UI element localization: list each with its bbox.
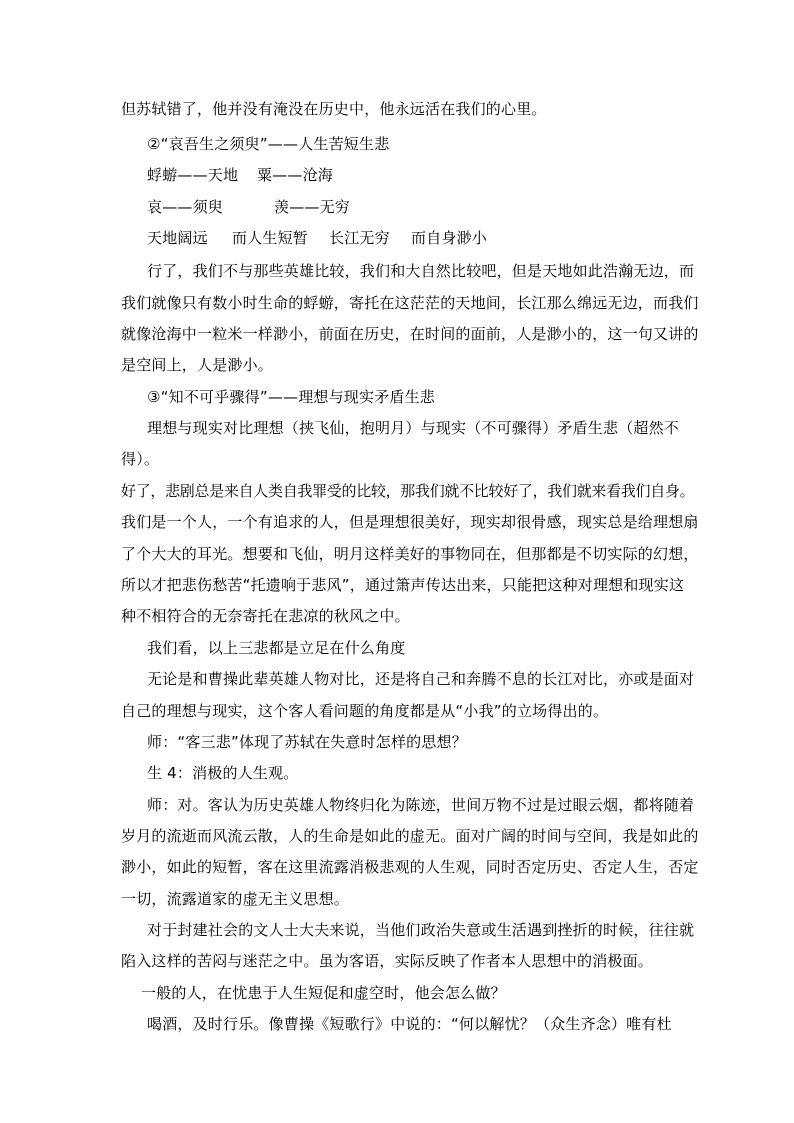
contrast-row-3 [147, 228, 707, 248]
paragraph-line: 自己的理想与现实，这个客人看问题的角度都是从“小我”的立场得出的。 [121, 702, 609, 720]
section-heading-2: ②“哀吾生之须臾”——人生苦短生悲 [147, 135, 390, 153]
paragraph-line: 一切，流露道家的虚无主义思想。 [121, 890, 350, 908]
contrast-item: 而自身渺小 [411, 229, 488, 247]
paragraph-line: 就像沧海中一粒米一样渺小，前面在历史，在时间的面前，人是渺小的，这一句又讲的 [121, 325, 699, 343]
paragraph-line: 陷入这样的苦闷与迷茫之中。虽为客语，实际反映了作者本人思想中的消极面。 [121, 952, 654, 970]
paragraph-line: 所以才把悲伤愁苦“托遗响于悲风”，通过箫声传达出来，只能把这种对理想和现实这 [121, 576, 685, 594]
paragraph-line: 好了，悲剧总是来自人类自我罪受的比较，那我们就不比较好了，我们就来看我们自身。 [121, 482, 695, 500]
paragraph-line: 喝酒，及时行乐。像曹操《短歌行》中说的：“何以解忧？（众生齐念）唯有杜 [147, 1015, 672, 1033]
contrast-item: 粟——沧海 [257, 166, 334, 184]
paragraph-line: 无论是和曹操此辈英雄人物对比，还是将自己和奔腾不息的长江对比，亦或是面对 [147, 670, 695, 688]
paragraph-line: 理想与现实对比理想（挟飞仙，抱明月）与现实（不可骤得）矛盾生悲（超然不 [147, 419, 680, 437]
teacher-question: 师：“客三悲”体现了苏轼在失意时怎样的思想？ [147, 733, 467, 751]
contrast-item: 羡——无穷 [274, 198, 351, 216]
paragraph-line: 但苏轼错了，他并没有淹没在历史中，他永远活在我们的心里。 [121, 100, 547, 118]
contrast-item: 天地阔远 [147, 229, 208, 247]
paragraph-line: 渺小，如此的短暂，客在这里流露消极悲观的人生观，同时否定历史、否定人生，否定 [121, 858, 699, 876]
paragraph-line: 我们是一个人，一个有追求的人，但是理想很美好，现实却很骨感，现实总是给理想扇 [121, 513, 699, 531]
paragraph-line: 得）。 [121, 450, 160, 468]
paragraph-line: 种不相符合的无奈寄托在悲凉的秋风之中。 [121, 607, 410, 625]
paragraph-line: 对于封建社会的文人士大夫来说，当他们政治失意或生活遇到挫折的时候，往往就 [147, 921, 695, 939]
contrast-item: 长江无穷 [329, 229, 390, 247]
contrast-item: 而人生短暂 [232, 229, 309, 247]
section-heading-3: ③“知不可乎骤得”——理想与现实矛盾生悲 [147, 388, 435, 406]
paragraph-line: 一般的人，在忧患于人生短促和虚空时，他会怎么做？ [141, 984, 506, 1002]
student-answer: 生 4：消极的人生观。 [147, 764, 299, 782]
paragraph-line: 行了，我们不与那些英雄比较，我们和大自然比较吧，但是天地如此浩瀚无边，而 [147, 262, 695, 280]
contrast-row-1 [147, 165, 707, 185]
paragraph-line: 我们就像只有数小时生命的蜉蝣，寄托在这茫茫的天地间，长江那么绵远无边，而我们 [121, 294, 699, 312]
paragraph-line: 了个大大的耳光。想要和飞仙，明月这样美好的事物同在，但那都是不切实际的幻想， [121, 545, 699, 563]
paragraph-line: 岁月的流逝而风流云散，人的生命是如此的虚无。面对广阔的时间与空间，我是如此的 [121, 827, 699, 845]
paragraph-line: 我们看，以上三悲都是立足在什么角度 [147, 639, 406, 657]
paragraph-line: 是空间上，人是渺小。 [121, 356, 274, 374]
contrast-row-2 [147, 197, 707, 217]
contrast-item: 蜉蝣——天地 [147, 166, 239, 184]
contrast-item: 哀——须臾 [147, 198, 224, 216]
teacher-response: 师：对。客认为历史英雄人物终归化为陈迹，世间万物不过是过眼云烟，都将随着 [147, 796, 695, 814]
